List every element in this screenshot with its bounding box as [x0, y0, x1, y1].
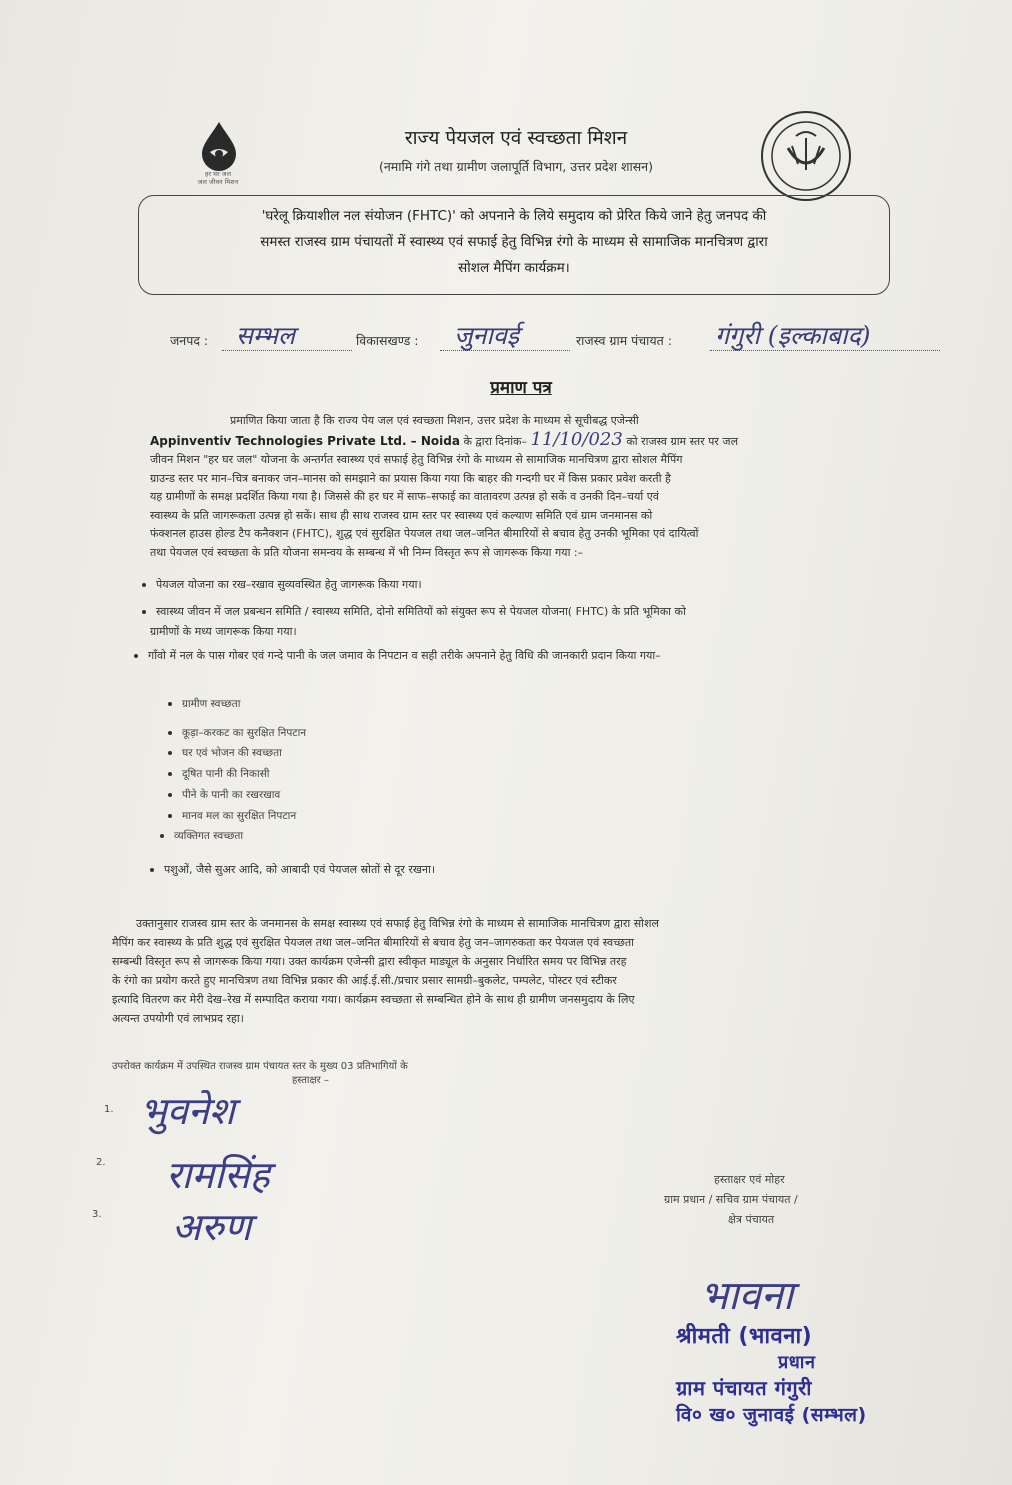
participant-number: 1. [104, 1104, 114, 1115]
participant-signature: अरुण [172, 1205, 252, 1249]
participant-signature: रामसिंह [166, 1153, 270, 1197]
sub-list-item: ग्रामीण स्वच्छता [168, 697, 240, 711]
certificate-title: प्रमाण पत्र [490, 378, 552, 398]
official-stamp: श्रीमती (भावना) प्रधान ग्राम पंचायत गंगुरी वि० ख० जुनावई (सम्भल) [676, 1324, 867, 1426]
participant-number: 2. [96, 1157, 106, 1168]
sub-list-item: व्यक्तिगत स्वच्छता [160, 829, 243, 843]
panchayat-label: राजस्व ग्राम पंचायत : [576, 333, 672, 348]
program-date: 11/10/023 [530, 428, 623, 450]
bullet-item: पेयजल योजना का रख–रखाव सुव्यवस्थित हेतु जागरूक किया गया। [142, 577, 422, 592]
district-value: सम्भल [236, 321, 295, 350]
sub-list-item: घर एवं भोजन की स्वच्छता [168, 746, 282, 760]
bullet-item: पशुओं, जैसे सुअर आदि, को आबादी एवं पेयजल स्रोतों से दूर रखना। [150, 862, 435, 877]
program-banner: 'घरेलू क्रियाशील नल संयोजन (FHTC)' को अपनाने के लिये समुदाय को प्रेरित किये जाने हेतु जनपद की समस्त राजस्व ग्राम पंचायतों में स्वास्थ्य एवं सफाई हेतु विभिन्न रंगो के माध्यम से सामाजिक मानचित्रण द्वारा सोशल मैपिंग कार्यक्रम। [138, 195, 890, 295]
district-label: जनपद : [170, 333, 209, 348]
mission-title: राज्य पेयजल एवं स्वच्छता मिशन [404, 127, 628, 149]
block-label: विकासखण्ड : [356, 333, 419, 348]
participant-number: 3. [92, 1209, 102, 1220]
sub-list-item: दूषित पानी की निकासी [168, 767, 270, 781]
logo-caption: हर घर जल जल जीवन मिशन [197, 170, 239, 186]
conclusion-paragraph: उक्तानुसार राजस्व ग्राम स्तर के जनमानस के समक्ष स्वास्थ्य एवं सफाई हेतु विभिन्न रंगो के माध्यम से सामाजिक मानचित्रण द्वारा सोशल मैपिंग कर स्वास्थ्य के प्रति शुद्ध एवं सुरक्षित पेयजल तथा जल–जनित बीमारियों से बचाव हेतु जन–जागरुकता कर पेयजल एवं स्वच्छता सम्बन्धी विस्तृत रूप से जागरूक किया गया। उक्त कार्यक्रम एजेन्सी द्वारा स्वीकृत माड्यूल के अनुसार निर्धारित समय पर विभिन्न तरह के रंगो का प्रयोग करते हुए मानचित्रण तथा विभिन्न प्रकार की आई.ई.सी./प्रचार प्रसार सामग्री–बुकलेट, पम्पलेट, पोस्टर एवं स्टीकर इत्यादि वितरण कर मेरी देख–रेख में सम्पादित कराया गया। कार्यक्रम स्वच्छता से सम्बन्धित होने के साथ ही ग्रामीण जनसमुदाय के लिए अत्यन्त उपयोगी एवं लाभप्रद रहा। [112, 917, 659, 1025]
certificate-body: प्रमाणित किया जाता है कि राज्य पेय जल एवं स्वच्छता मिशन, उत्तर प्रदेश के माध्यम से सूचीबद्ध एजेन्सी Appinventiv Technologies Private Ltd. – Noida के द्वारा दिनांक– 11/10/023 को राजस्व ग्राम स्तर पर जल जीवन मिशन "हर घर जल" योजना के अन्तर्गत स्वास्थ्य एवं सफाई हेतु विभिन्न रंगो के माध्यम से सामाजिक मानचित्रण द्वारा सोशल मैपिंग ग्राउन्ड स्तर पर मान–चित्र बनाकर जन–मानस को समझाने का प्रयास किया गया कि बाहर की गन्दगी घर में किस प्रकार प्रवेश करती है यह ग्रामीणों के समक्ष प्रदर्शित किया गया है। जिससे की हर घर में साफ–सफाई का वातावरण उत्पन्न हो सकें व उनकी दिन–चर्या एवं स्वास्थ्य के प्रति जागरूकता उत्पन्न हो सकें। साथ ही साथ राजस्व ग्राम स्तर पर स्वास्थ्य एवं कल्याण समिति एवं ग्राम जनमानस को फंक्शनल हाउस होल्ड टैप कनैक्शन (FHTC), शुद्ध एवं सुरक्षित पेयजल तथा जल–जनित बीमारियों से बचाव हेतु उनकी भूमिका एवं दायित्वों तथा पेयजल एवं स्वच्छता के प्रति योजना समन्वय के सम्बन्ध में भी निम्न विस्तृत रूप से जागरूक किया गया :– [150, 414, 739, 559]
agency-name: Appinventiv Technologies Private Ltd. – Noida [150, 433, 460, 448]
bullet-continuation: ग्रामीणों के मध्य जागरूक किया गया। [150, 625, 297, 638]
sub-list-item: कूड़ा–करकट का सुरक्षित निपटान [168, 726, 306, 740]
signatory-block: हस्ताक्षर एवं मोहर ग्राम प्रधान / सचिव ग्राम पंचायत / क्षेत्र पंचायत [664, 1173, 798, 1226]
sub-list-item: मानव मल का सुरक्षित निपटान [168, 809, 296, 823]
sub-list-item: पीने के पानी का रखरखाव [168, 788, 280, 802]
panchayat-value: गंगुरी (इल्काबाद) [715, 321, 871, 350]
bullet-item: गाँवो में नल के पास गोबर एवं गन्दे पानी के जल जमाव के निपटान व सही तरीके अपनाने हेतु विधि की जानकारी प्रदान किया गया– [134, 648, 661, 663]
mission-subtitle: (नमामि गंगे तथा ग्रामीण जलापूर्ति विभाग, उत्तर प्रदेश शासन) [378, 159, 653, 174]
participants-note: उपरोक्त कार्यक्रम में उपस्थित राजस्व ग्राम पंचायत स्तर के मुख्य 03 प्रतिभागियों के हस्ताक्षर – [112, 1061, 408, 1086]
pradhan-signature: भावना [700, 1273, 794, 1319]
block-value: जुनावई [454, 321, 520, 350]
bullet-item: स्वास्थ्य जीवन में जल प्रबन्धन समिति / स्वास्थ्य समिति, दोनो समितियों को संयुक्त रूप से पेयजल योजना( FHTC) के प्रति भूमिका को [142, 604, 686, 619]
up-government-seal [758, 108, 854, 204]
participant-signature: भुवनेश [140, 1089, 235, 1133]
